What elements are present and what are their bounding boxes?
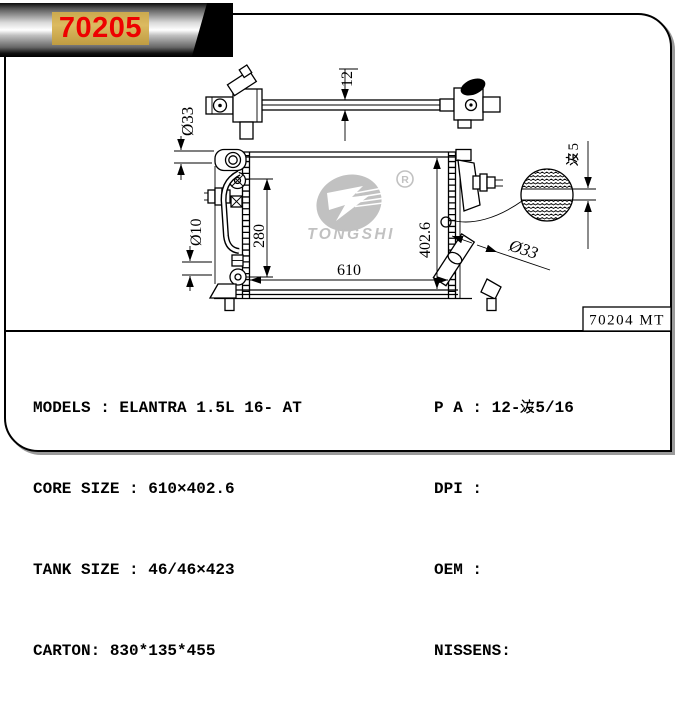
dim-core-width: 610 bbox=[337, 262, 361, 279]
spec-nissens: NISSENS: bbox=[434, 642, 511, 660]
watermark-brand: TONGSHI bbox=[307, 226, 395, 243]
spec-core-size: CORE SIZE : 610×402.6 bbox=[33, 480, 235, 498]
bo-character-icon bbox=[520, 399, 535, 414]
dim-fin-wave bbox=[566, 143, 582, 165]
radiator-front-view bbox=[174, 107, 596, 311]
spec-models: MODELS : ELANTRA 1.5L 16- AT bbox=[33, 399, 302, 417]
ref-number: 70204 MT bbox=[589, 312, 665, 329]
left-tank bbox=[204, 150, 246, 311]
part-number-banner bbox=[0, 3, 233, 57]
spec-dpi: DPI : bbox=[434, 480, 483, 498]
part-number-plate bbox=[52, 12, 149, 45]
tongshi-watermark bbox=[307, 166, 413, 243]
banner-tip bbox=[185, 3, 233, 57]
fin-detail-view bbox=[521, 141, 596, 249]
spec-right-column bbox=[434, 341, 574, 719]
part-number: 70205 bbox=[58, 12, 143, 44]
bo-character-icon bbox=[566, 154, 578, 165]
radiator-top-view bbox=[206, 65, 500, 141]
dim-fin-wave-digit: 5 bbox=[566, 143, 582, 151]
spec-tank-size: TANK SIZE : 46/46×423 bbox=[33, 561, 235, 579]
dim-small-pipe-diameter: Ø10 bbox=[188, 218, 205, 246]
dim-core-thickness: 12 bbox=[339, 71, 356, 87]
dim-core-height: 402.6 bbox=[417, 222, 434, 258]
spec-left-column bbox=[33, 341, 302, 719]
right-tank bbox=[433, 150, 522, 311]
spec-carton: CARTON: 830*135*455 bbox=[33, 642, 216, 660]
dim-inlet-diameter: Ø33 bbox=[178, 106, 197, 136]
dim-port-spacing: 280 bbox=[251, 224, 268, 248]
dim-outlet-diameter: Ø33 bbox=[506, 235, 541, 263]
spec-pa: P A : 12- 5/16 bbox=[434, 399, 574, 417]
spec-oem: OEM : bbox=[434, 561, 483, 579]
registered-mark-letter: R bbox=[401, 174, 409, 186]
